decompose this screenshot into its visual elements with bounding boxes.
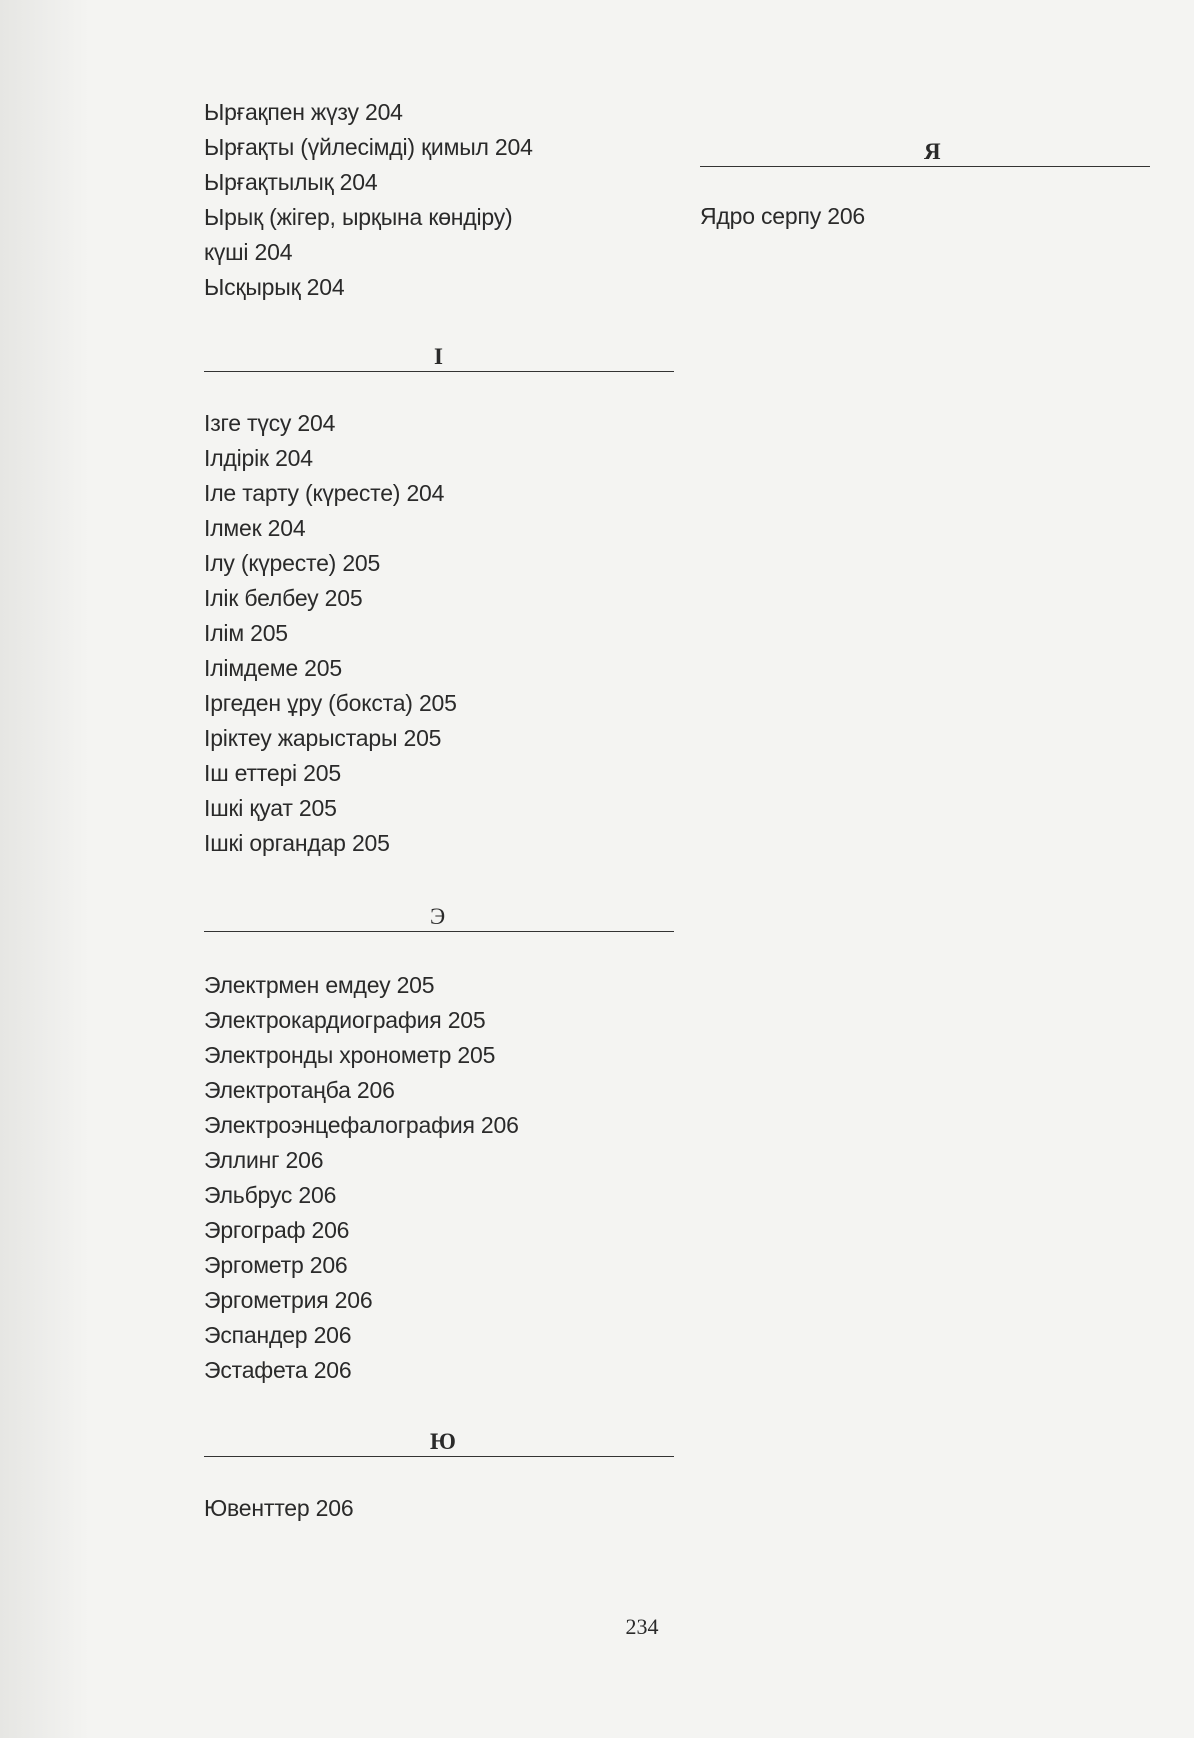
index-entry: Эльбрус 206 [204, 1182, 337, 1208]
index-entry: күші 204 [204, 239, 293, 265]
index-entry: Эргограф 206 [204, 1217, 350, 1243]
section-heading-e [204, 897, 674, 932]
index-entry: Эллинг 206 [204, 1147, 324, 1173]
section-letter: Я [924, 139, 941, 164]
section-letter: Ю [430, 1429, 456, 1454]
index-entry: Эргометрия 206 [204, 1287, 373, 1313]
index-entry: Ырғақтылық 204 [204, 169, 378, 195]
index-entry: Іріктеу жарыстары 205 [204, 725, 442, 751]
index-entry: Ілдірік 204 [204, 445, 313, 471]
index-entry: Электротаңба 206 [204, 1077, 395, 1103]
section-heading-yu [204, 1422, 674, 1457]
index-entry: Ішкі органдар 205 [204, 830, 390, 856]
index-entry: Электрокардиография 205 [204, 1007, 486, 1033]
index-entry: Ізге түсу 204 [204, 410, 336, 436]
index-entry: Эргометр 206 [204, 1252, 348, 1278]
index-entry: Іргеден ұру (бокста) 205 [204, 690, 457, 716]
entry-group-yu [204, 1491, 674, 1526]
index-entry: Ырық (жігер, ырқына көндіру) [204, 204, 513, 230]
index-entry: Ырғақпен жүзу 204 [204, 99, 403, 125]
page-number: 234 [625, 1614, 659, 1639]
index-column-right [700, 132, 1150, 234]
page-shade [0, 0, 90, 1738]
index-column-left [204, 95, 674, 1526]
index-entry: Ілік белбеу 205 [204, 585, 363, 611]
index-entry: Ілім 205 [204, 620, 288, 646]
index-entry: Ілу (күресте) 205 [204, 550, 381, 576]
index-entry: Эстафета 206 [204, 1357, 352, 1383]
index-entry: Ілмек 204 [204, 515, 306, 541]
index-entry: Іле тарту (күресте) 204 [204, 480, 445, 506]
index-entry: Ырғақты (үйлесімді) қимыл 204 [204, 134, 533, 160]
entry-group-y [204, 95, 674, 305]
index-entry: Ювенттер 206 [204, 1495, 354, 1521]
index-entry: Электронды хронометр 205 [204, 1042, 496, 1068]
section-heading-ya [700, 132, 1150, 167]
section-letter: Э [430, 904, 446, 929]
section-heading-i [204, 337, 674, 372]
index-entry: Ішкі қуат 205 [204, 795, 337, 821]
index-entry: Ядро серпу 206 [700, 203, 866, 229]
index-entry: Ілімдеме 205 [204, 655, 342, 681]
index-entry: Электрмен емдеу 205 [204, 972, 435, 998]
index-entry: Іш еттері 205 [204, 760, 341, 786]
entry-group-e [204, 968, 674, 1388]
index-entry: Электроэнцефалография 206 [204, 1112, 519, 1138]
entry-group-i [204, 406, 674, 861]
index-entry: Эспандер 206 [204, 1322, 352, 1348]
section-letter: І [434, 344, 443, 369]
entry-group-ya [700, 199, 1150, 234]
index-entry: Ысқырық 204 [204, 274, 345, 300]
